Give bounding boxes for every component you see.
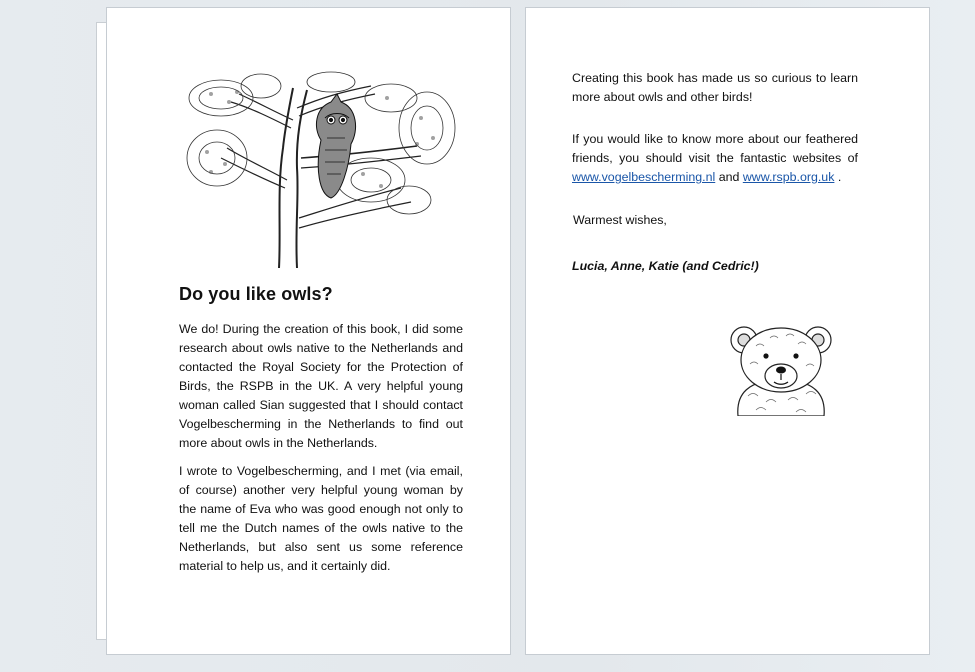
paragraph-research: We do! During the creation of this book, I did some research about owls native to the Netherlands and contacted the Royal Society for the Protection of Birds, the RSPB in the UK. A very helpful young woman called Sian suggested that I should contact Vogelbescherming in the Netherlands to find out more about owls in the Netherlands. [179,322,463,450]
websites-text-after: . [834,170,842,184]
owl-in-tree-icon [181,68,461,268]
websites-text-mid: and [715,170,743,184]
signature: Lucia, Anne, Katie (and Cedric!) [572,259,759,273]
greeting: Warmest wishes, [573,213,667,227]
right-page [525,7,930,655]
link-vogelbescherming[interactable]: www.vogelbescherming.nl [572,170,716,184]
page-heading: Do you like owls? [179,284,333,304]
websites-text-before: If you would like to know more about our feathered friends, you should visit the fantastic websites of [572,132,858,165]
left-page [106,7,511,655]
teddy-bear-icon [726,324,836,416]
paragraph-vogelbescherming: I wrote to Vogelbescherming, and I met (via email, of course) another very helpful young woman by the name of Eva who was good enough not only to tell me the Dutch names of the owls native to the Netherlands, but also sent us some reference material to help us, and it certainly did. [179,464,463,573]
link-rspb[interactable]: www.rspb.org.uk [742,170,835,184]
paragraph-curious: Creating this book has made us so curious to learn more about owls and other birds! [572,71,858,104]
paragraph-websites [572,130,858,187]
